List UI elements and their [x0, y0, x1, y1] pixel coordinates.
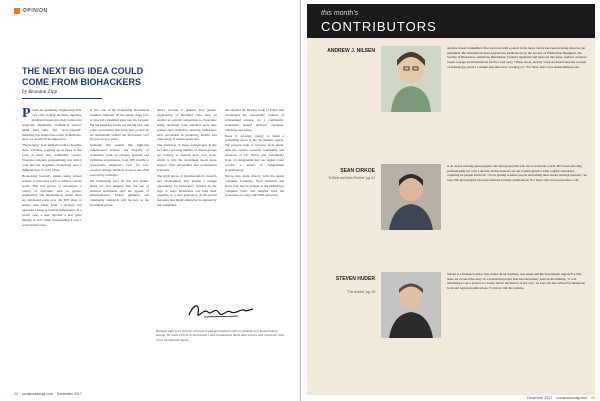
paragraph: Before they made history with the Apple Computer Company, Steve Wozniak and Steve Jobs met in garages at the Homebrew Computer Club. Just imagine what the biohackers of today will build tomorrow. [224, 173, 284, 198]
paragraph: The challenge of these technologies is the fact that a growing number of citizen groups are looking to explore their own work, which is why the movement needs more support from universities and professional scientists. [157, 143, 217, 172]
footer-date: December 2017 [527, 396, 553, 400]
paragraph: In fact, one of the biohacking movements founders famously on the public stage how he injected a modified gene into his forearm. But the inspiring stories are the big labs, and larger universities that have also picked up the momentum behind the movement over the past several years. [89, 108, 149, 142]
paragraph: But biohacking isn't all fun and games. There are real dangers, like the use of untested treatments and the spread of misinformation. Proper guidance and community standards will be key as the movement grows. [89, 178, 149, 208]
contributor-name: SEAN CIRKOE [340, 168, 375, 174]
contributor-bio: Steven is a freelance writer who writes about business, real estate and the Sacramento region. For this issue, he covered the story of a downtown project that has been many years in the making. "It was refreshing to see a project so closely tied to the history of the city," he says. He has written for numerous local and regional publications. For more visit his website. [447, 272, 585, 291]
paragraph: and adopted the DIYbio Code of Ethics that encouraged the responsible conduct of independent science. As a community, biohackers should embrace openness, education and safety. [224, 108, 284, 132]
right-footer [307, 396, 595, 400]
illustration-portrait-icon [381, 46, 441, 112]
contributor-name: ANDREW J. NILSEN [327, 48, 375, 54]
contributor-story-ref: "A Wine and Dine Review" pg. 42 [327, 176, 375, 180]
paragraph [22, 108, 82, 142]
paragraph: There is growing energy to build a biohacking space in the Sacramento region. Our projects help to increase local talent. With the creative research community and resources at UC Davis and Sacramento State, it's imaginable that our region could become a leader in independent biotechnology. [224, 133, 284, 172]
page-number: 21 [591, 396, 595, 400]
right-page [301, 0, 600, 401]
footer-site[interactable]: comstocksmag.com [21, 392, 53, 396]
header-kicker: this month's [321, 10, 359, 17]
contributor-card [307, 160, 595, 260]
contributors-header [307, 4, 595, 38]
contributor-name: STEVEN HUDER [335, 276, 375, 282]
section-label-text: OPINION [23, 8, 48, 14]
contributors-panel [307, 4, 595, 395]
footer-site[interactable]: comstocksmag.com [556, 396, 588, 400]
section-marker-icon [14, 8, 20, 14]
footer-date: December 2017 [56, 392, 82, 396]
article-byline [22, 89, 102, 99]
contributor-card [307, 44, 595, 152]
left-footer [14, 392, 82, 396]
contributor-bio: Andrew doesn't remember if he was born with a pencil in his hand, but he has been drawing since he can remember. His illustrations have appeared in publications by the Society of Publication Designers, the Society of Illustrators, American Illustration, Creative Quarterly and more. In this issue, Andrew created a visual concept and illustrations for the cover story "These doors, and my work at present uses the concept of technology, and it's a simple idea that we're working on." For more visit www.andrewjnilsen.com. [447, 46, 587, 69]
byline-text: by Brandon Zipp [22, 89, 58, 95]
contributor-card [307, 268, 595, 384]
drop-cap: P [22, 108, 31, 121]
paragraph: Although this sounds like high-risk homebrewed science, the majority of biohackers work on creative projects and legitimate experiments, from DIY insulin to open-source diagnostic tools for low-resource settings. Medical progress has often been led by outsiders. [89, 143, 149, 177]
paragraph: "Biohacking" is an umbrella term to describe these activities, popping up in news in the form of many new community centers. Whereas computer programming was digital code into the programs, biohacking uses a different type of code: DNA. [22, 143, 82, 172]
contributor-bio: is an award-winning photographer and photojournalist who has traveled the world. He's been shooting professionally for over a decade. In this issue he set out to photograph a wine country restaurant, capturing its people and food. "I love getting to know people and telling their stories through pictures," he says. His photography has been featured in many publications. For more visit www.seancirkoe.com. [447, 164, 587, 183]
paragraph: Biohacking basically means using citizen science to turn one's body to achieve certain goals. This has grown to encompass a variety of activities, such as genetic engineering and implantation, which often are implanted parts over the DIY shop to ensure that ideas from a biology lab represent a more accessible temperature. In a recent case, a man injected a new gene therapy in 2017 while livestreaming it over a social media video. [22, 173, 82, 227]
paragraph: dustry because it enables way genetic engineering of modified cells. And an attempt at a global competition to create new living machines with standard parts like sensors and oscillators. Already, biohackers have succeeded in producing insulin and other drugs in simple home labs. [157, 108, 217, 142]
paragraph: The high prices of pharmaceutical research and development may present a unique opportunity for biohackers. Spurred by the urge to help, biohackers can lend their expertise to a new generation of lab-grown therapies that might otherwise be ignored by big companies. [157, 173, 217, 208]
article-column-1 [22, 108, 82, 362]
author-bio: Brandon Zipp is the director of research and development, and a co-founder of a biotechnology startup. He holds a Ph.D. in biochemistry and is passionate about open science and community labs in the Sacramento region. [156, 329, 284, 342]
author-signoff [156, 300, 286, 360]
contributor-photo-icon [381, 272, 441, 338]
paragraph-text: eople are genuinely engineering their own cells in their kitchens, injecting modified viruses into their bodies and surgically implanting biomedical sensors under their skin. The "do-it-yourself" mentality has entered the realm of medicine. And, we should all be supportive. [22, 108, 82, 142]
section-label [14, 8, 48, 14]
contributor-story-ref: "The Anchor" pg. 28 [346, 290, 375, 294]
contributor-photo-icon [381, 164, 441, 230]
article-headline: THE NEXT BIG IDEA COULD COME FROM BIOHACKERS [22, 66, 144, 87]
page-number: 20 [14, 392, 18, 396]
article-column-2 [90, 108, 150, 362]
header-title: CONTRIBUTORS [321, 19, 437, 34]
byline-rule [22, 98, 102, 99]
signature-icon [186, 300, 256, 322]
